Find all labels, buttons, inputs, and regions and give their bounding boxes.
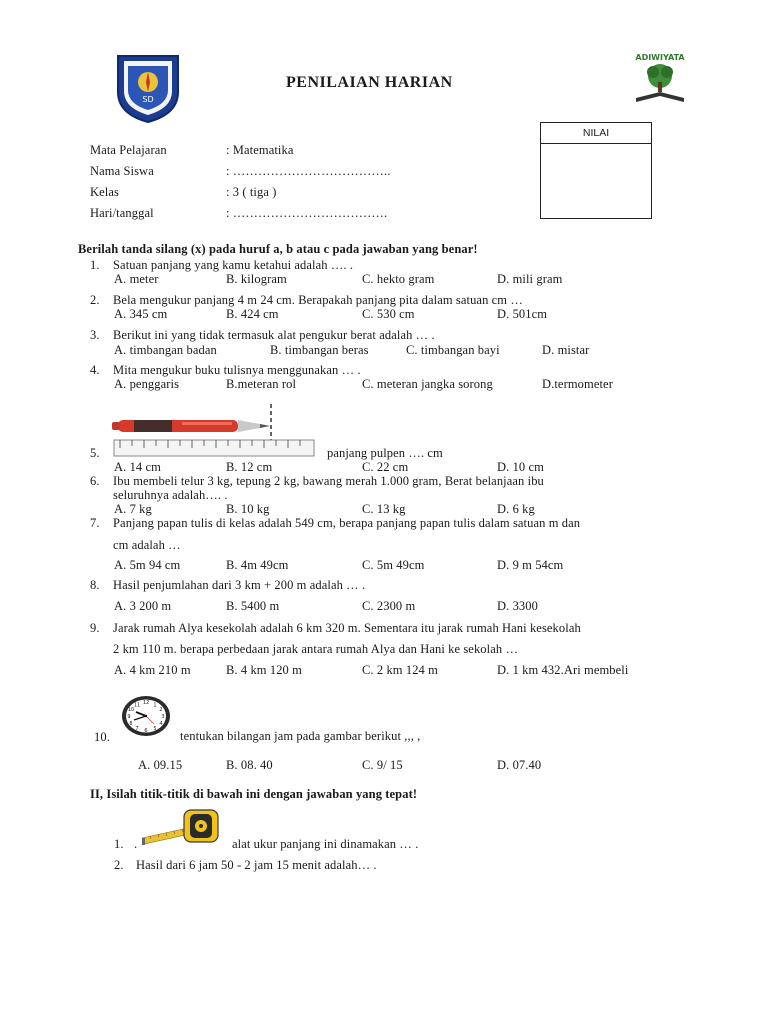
fill-item-number: 2. [114, 858, 124, 872]
option-a: A. 7 kg [114, 502, 152, 516]
option-b: B.meteran rol [226, 377, 297, 391]
svg-text:11: 11 [133, 702, 141, 709]
fill-item-text: alat ukur panjang ini dinamakan … . [232, 837, 419, 851]
ruler-icon [114, 440, 314, 456]
option-d: D. 501cm [497, 307, 548, 321]
value-class: : 3 ( tiga ) [226, 185, 277, 199]
question-text: Panjang papan tulis di kelas adalah 549 cm, berapa panjang papan tulis dalam satuan m dan [113, 516, 581, 530]
option-a: A. penggaris [114, 377, 180, 391]
option-c: C. 5m 49cm [362, 558, 425, 572]
svg-text:2: 2 [159, 707, 163, 713]
question-number: 3. [90, 328, 100, 342]
option-c: C. 2300 m [362, 599, 416, 613]
value-date: : ………………………………. [226, 206, 388, 220]
option-b: B. 10 kg [226, 502, 270, 516]
option-d: D. 6 kg [497, 502, 535, 516]
question-text: Jarak rumah Alya kesekolah adalah 6 km 320 m. Sementara itu jarak rumah Hani kesekolah [113, 621, 581, 635]
option-d: D. 10 cm [497, 460, 544, 474]
question-number: 5. [90, 446, 100, 460]
option-a: A. 345 cm [114, 307, 168, 321]
tape-measure-image [140, 806, 220, 855]
svg-text:6: 6 [144, 728, 148, 734]
section2-instruction: II, Isilah titik-titik di bawah ini dengan jawaban yang tepat! [90, 787, 418, 801]
question-text: Ibu membeli telur 3 kg, tepung 2 kg, bawang merah 1.000 gram, Berat belanjaan ibu [113, 474, 544, 488]
option-c: C. meteran jangka sorong [362, 377, 493, 391]
adiwiyata-logo [628, 48, 692, 115]
pen-ruler-image [112, 404, 318, 465]
question-text-continued: 2 km 110 m. berapa perbedaan jarak antara rumah Alya dan Hani ke sekolah … [113, 642, 519, 656]
value-student-name: : ……………………………….. [226, 164, 391, 178]
pen-icon [112, 420, 270, 432]
option-d: D. 07.40 [497, 758, 542, 772]
tape-measure-icon [142, 810, 218, 845]
option-c: C. 9/ 15 [362, 758, 403, 772]
option-d: D. 1 km 432.Ari membeli [497, 663, 629, 677]
score-box [540, 122, 652, 219]
option-b: B. 4m 49cm [226, 558, 289, 572]
option-b: B. kilogram [226, 272, 287, 286]
label-subject: Mata Pelajaran [90, 143, 167, 157]
fill-item-prefix: . [134, 837, 138, 851]
option-a: A. 3 200 m [114, 599, 172, 613]
clock-icon [122, 696, 170, 736]
option-a: A. timbangan badan [114, 343, 217, 357]
option-b: B. 12 cm [226, 460, 273, 474]
svg-text:8: 8 [129, 721, 133, 727]
option-a: A. 14 cm [114, 460, 161, 474]
svg-text:9: 9 [127, 714, 131, 720]
label-class: Kelas [90, 185, 119, 199]
option-b: B. timbangan beras [270, 343, 369, 357]
option-b: B. 5400 m [226, 599, 280, 613]
question-number: 1. [90, 258, 100, 272]
school-logo [114, 52, 182, 129]
value-subject: : Matematika [226, 143, 294, 157]
svg-text:10: 10 [127, 707, 135, 713]
question-text: tentukan bilangan jam pada gambar berikut ,,, , [180, 729, 421, 743]
page-title: PENILAIAN HARIAN [286, 74, 453, 91]
option-c: C. timbangan bayi [406, 343, 500, 357]
option-c: C. 13 kg [362, 502, 406, 516]
question-text: Berikut ini yang tidak termasuk alat pengukur berat adalah … . [113, 328, 435, 342]
question-text: Bela mengukur panjang 4 m 24 cm. Berapakah panjang pita dalam satuan cm … [113, 293, 523, 307]
question-number: 6. [90, 474, 100, 488]
option-d: D. 3300 [497, 599, 538, 613]
question-number: 4. [90, 363, 100, 377]
question-text: Mita mengukur buku tulisnya menggunakan … . [113, 363, 361, 377]
question-text: Satuan panjang yang kamu ketahui adalah …. . [113, 258, 354, 272]
option-a: A. meter [114, 272, 159, 286]
svg-text:12: 12 [142, 700, 150, 706]
option-c: C. 2 km 124 m [362, 663, 438, 677]
section1-instruction: Berilah tanda silang (x) pada huruf a, b atau c pada jawaban yang benar! [78, 242, 478, 256]
question-number: 2. [90, 293, 100, 307]
svg-text:7: 7 [135, 726, 139, 732]
fill-item-number: 1. [114, 837, 124, 851]
question-text: Hasil penjumlahan dari 3 km + 200 m adalah … . [113, 578, 366, 592]
svg-text:4: 4 [159, 721, 163, 727]
svg-text:3: 3 [161, 714, 165, 720]
option-b: B. 4 km 120 m [226, 663, 302, 677]
option-c: C. 530 cm [362, 307, 415, 321]
score-label: NILAI [541, 123, 651, 144]
fill-item-text: Hasil dari 6 jam 50 - 2 jam 15 menit adalah… . [136, 858, 377, 872]
svg-text:SD: SD [142, 95, 154, 104]
option-c: C. hekto gram [362, 272, 435, 286]
wall-clock-image [120, 694, 172, 743]
question-number: 9. [90, 621, 100, 635]
option-b: B. 424 cm [226, 307, 279, 321]
question-number: 7. [90, 516, 100, 530]
label-student-name: Nama Siswa [90, 164, 154, 178]
option-d: D. 9 m 54cm [497, 558, 564, 572]
option-a: A. 4 km 210 m [114, 663, 191, 677]
question-number: 10. [94, 730, 110, 744]
option-a: A. 5m 94 cm [114, 558, 181, 572]
svg-text:1: 1 [153, 702, 157, 709]
question-number: 8. [90, 578, 100, 592]
option-d: D. mili gram [497, 272, 563, 286]
svg-text:ADIWIYATA: ADIWIYATA [635, 53, 685, 62]
svg-text:5: 5 [153, 726, 157, 732]
option-a: A. 09.15 [138, 758, 183, 772]
option-d: D. mistar [542, 343, 590, 357]
option-d: D.termometer [542, 377, 613, 391]
label-date: Hari/tanggal [90, 206, 154, 220]
option-c: C. 22 cm [362, 460, 409, 474]
question-text: panjang pulpen …. cm [327, 446, 443, 460]
question-text-continued: seluruhnya adalah…. . [113, 488, 228, 502]
question-text-continued: cm adalah … [113, 538, 181, 552]
option-b: B. 08. 40 [226, 758, 273, 772]
